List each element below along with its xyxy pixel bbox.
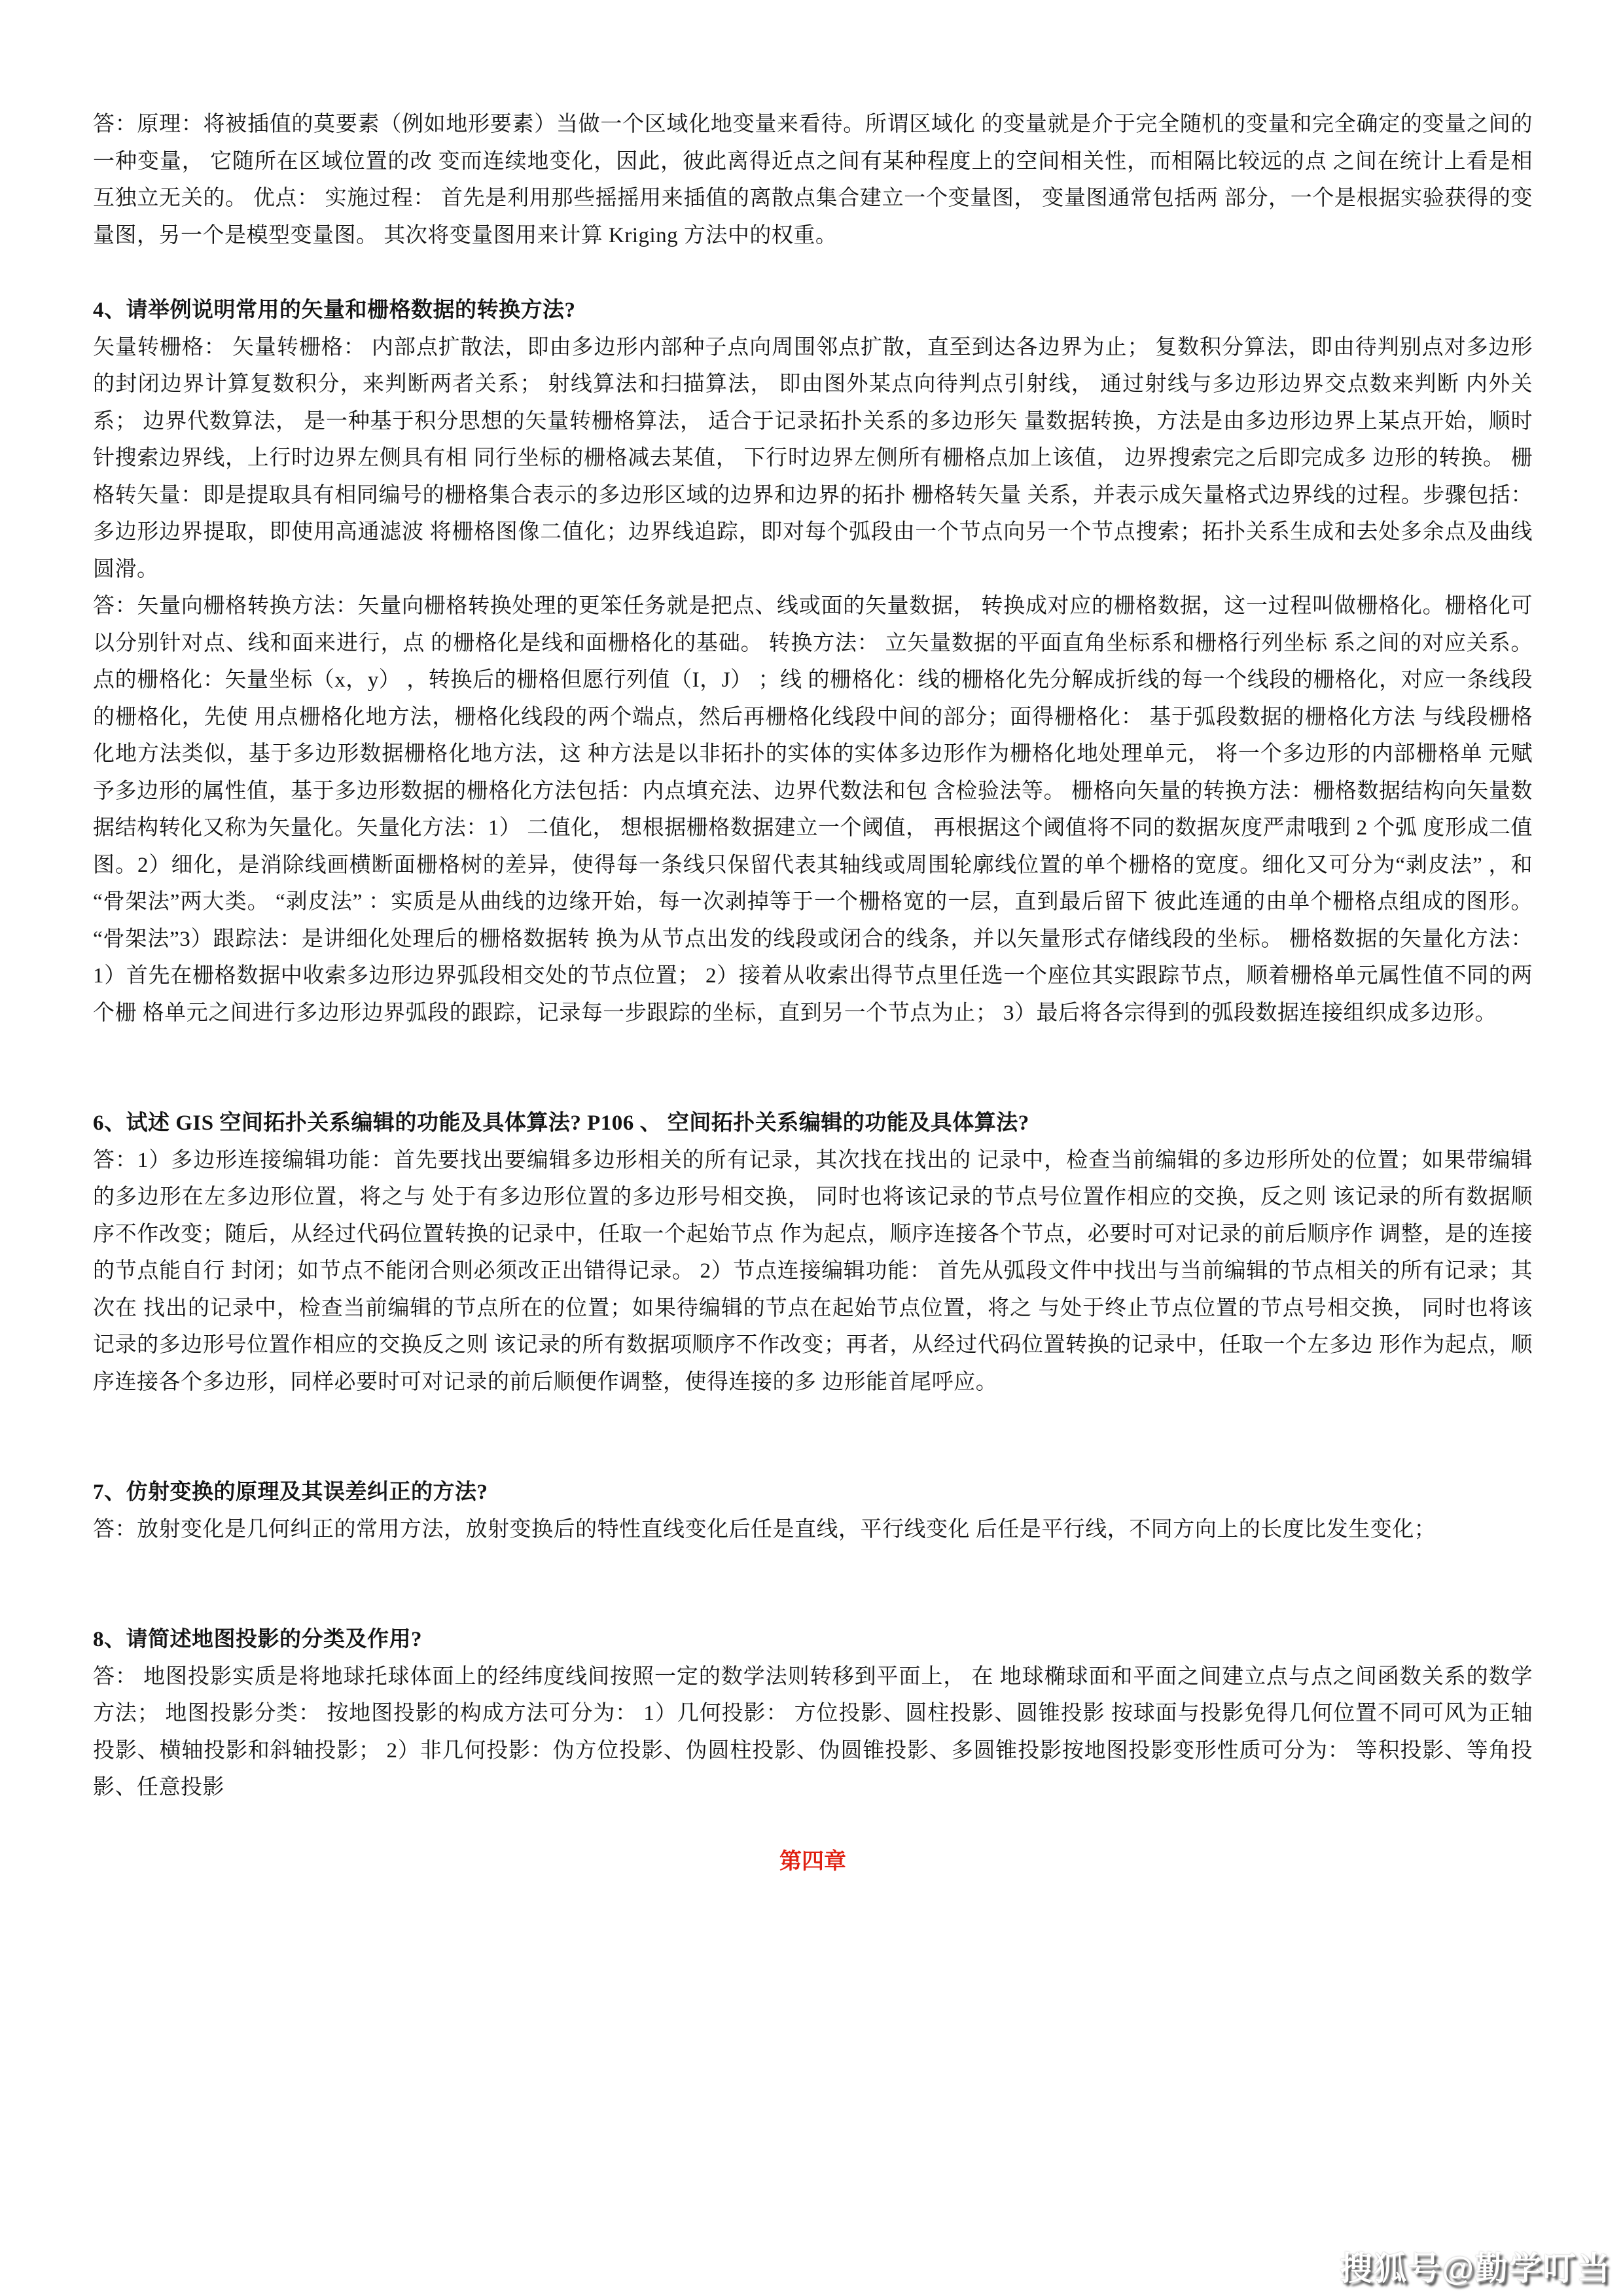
continued-answer-paragraph: 答：原理：将被插值的莫要素（例如地形要素）当做一个区域化地变量来看待。所谓区域化 的变量就是介于完全随机的变量和完全确定的变量之间的一种变量， 它随所在区域位置的改 变而连续地变化，因此，彼此离得近点之间有某种程度上的空间相关性，而相隔比较远的点 之间在统计上看是相互独立无关的。 优点： 实施过程： 首先是利用那些摇摇用来插值的离散点集合建立一个变量图， 变量图通常包括两 部分，一个是根据实验获得的变量图，另一个是模型变量图。 其次将变量图用来计算 Kriging 方法中的权重。 <box>93 113 1533 247</box>
question-4-heading: 4、请举例说明常用的矢量和栅格数据的转换方法? <box>93 298 576 322</box>
question-7-heading: 7、仿射变换的原理及其误差纠正的方法? <box>93 1480 488 1504</box>
document-page <box>93 106 1533 1880</box>
answer-8-projection-paragraph: 答： 地图投影实质是将地球托球体面上的经纬度线间按照一定的数学法则转移到平面上， 在 地球椭球面和平面之间建立点与点之间函数关系的数学方法； 地图投影分类： 按地图投影的构成方法可分为： 1）几何投影： 方位投影、圆柱投影、圆锥投影 按球面与投影免得几何位置不同可风为正轴投影、横轴投影和斜轴投影； 2）非几何投影：伪方位投影、伪圆柱投影、伪圆锥投影、多圆锥投影按地图投影变形性质可分为： 等积投影、等角投影、任意投影 <box>93 1664 1533 1799</box>
question-8-heading: 8、请简述地图投影的分类及作用? <box>93 1628 422 1651</box>
answer-4-vector-raster-paragraph: 矢量转栅格： 矢量转栅格： 内部点扩散法，即由多边形内部种子点向周围邻点扩散，直至到达各边界为止； 复数积分算法，即由待判别点对多边形的封闭边界计算复数积分，来判断两者关系； 射线算法和扫描算法， 即由图外某点向待判点引射线， 通过射线与多边形边界交点数来判断 内外关系； 边界代数算法， 是一种基于积分思想的矢量转栅格算法， 适合于记录拓扑关系的多边形矢 量数据转换，方法是由多边形边界上某点开始，顺时针搜索边界线，上行时边界左侧具有相 同行坐标的栅格减去某值， 下行时边界左侧所有栅格点加上该值， 边界搜索完之后即完成多 边形的转换。 栅格转矢量：即是提取具有相同编号的栅格集合表示的多边形区域的边界和边界的拓扑 栅格转矢量 关系，并表示成矢量格式边界线的过程。步骤包括：多边形边界提取，即使用高通滤波 将栅格图像二值化；边界线追踪，即对每个弧段由一个节点向另一个节点搜索；拓扑关系生成和去处多余点及曲线圆滑。 <box>93 335 1533 581</box>
answer-4-rasterization-paragraph: 答：矢量向栅格转换方法：矢量向栅格转换处理的更笨任务就是把点、线或面的矢量数据， 转换成对应的栅格数据，这一过程叫做栅格化。栅格化可以分别针对点、线和面来进行，点 的栅格化是线和面栅格化的基础。 转换方法： 立矢量数据的平面直角坐标系和栅格行列坐标 系之间的对应关系。点的栅格化：矢量坐标（x，y） ，转换后的栅格但愿行列值（I，J） ；线 的栅格化：线的栅格化先分解成折线的每一个线段的栅格化，对应一条线段的栅格化，先使 用点栅格化地方法，栅格化线段的两个端点，然后再栅格化线段中间的部分；面得栅格化： 基于弧段数据的栅格化方法 与线段栅格化地方法类似，基于多边形数据栅格化地方法，这 种方法是以非拓扑的实体的实体多边形作为栅格化地处理单元， 将一个多边形的内部栅格单 元赋予多边形的属性值，基于多边形数据的栅格化方法包括：内点填充法、边界代数法和包 含检验法等。 栅格向矢量的转换方法：栅格数据结构向矢量数据结构转化又称为矢量化。矢量化方法：1） 二值化， 想根据栅格数据建立一个阈值， 再根据这个阈值将不同的数据灰度严肃哦到 2 个弧 度形成二值图。2）细化，是消除线画横断面栅格树的差异，使得每一条线只保留代表其轴线或周围轮廓线位置的单个栅格的宽度。细化又可分为“剥皮法” ，和“骨架法”两大类。 “剥皮法” ：实质是从曲线的边缘开始，每一次剥掉等于一个栅格宽的一层，直到最后留下 彼此连通的由单个栅格点组成的图形。 “骨架法”3）跟踪法：是讲细化处理后的栅格数据转 换为从节点出发的线段或闭合的线条，并以矢量形式存储线段的坐标。 栅格数据的矢量化方法：1）首先在栅格数据中收索多边形边界弧段相交处的节点位置； 2）接着从收索出得节点里任选一个座位其实跟踪节点，顺着栅格单元属性值不同的两个栅 格单元之间进行多边形边界弧段的跟踪，记录每一步跟踪的坐标，直到另一个节点为止； 3）最后将各宗得到的弧段数据连接组织成多边形。 <box>93 594 1533 1025</box>
question-6-heading: 6、试述 GIS 空间拓扑关系编辑的功能及具体算法? P106 、 空间拓扑关系编辑的功能及具体算法? <box>93 1111 1029 1135</box>
answer-7-affine-paragraph: 答：放射变化是几何纠正的常用方法，放射变换后的特性直线变化后任是直线，平行线变化 后任是平行线，不同方向上的长度比发生变化； <box>93 1517 1436 1541</box>
answer-6-topology-paragraph: 答：1）多边形连接编辑功能：首先要找出要编辑多边形相关的所有记录，其次找在找出的 记录中，检查当前编辑的多边形所处的位置；如果带编辑的多边形在左多边形位置，将之与 处于有多边形位置的多边形号相交换， 同时也将该记录的节点号位置作相应的交换，反之则 该记录的所有数据顺序不作改变；随后，从经过代码位置转换的记录中，任取一个起始节点 作为起点，顺序连接各个节点，必要时可对记录的前后顺序作 调整，是的连接的节点能自行 封闭；如节点不能闭合则必须改正出错得记录。 2）节点连接编辑功能： 首先从弧段文件中找出与当前编辑的节点相关的所有记录；其次在 找出的记录中，检查当前编辑的节点所在的位置；如果待编辑的节点在起始节点位置，将之 与处于终止节点位置的节点号相交换， 同时也将该记录的多边形号位置作相应的交换反之则 该记录的所有数据项顺序不作改变；再者，从经过代码位置转换的记录中，任取一个左多边 形作为起点，顺序连接各个多边形，同样必要时可对记录的前后顺便作调整，使得连接的多 边形能首尾呼应。 <box>93 1148 1533 1394</box>
chapter-4-title: 第四章 <box>779 1849 846 1874</box>
sohu-watermark: 搜狐号@勤学叮当 <box>1340 2250 1611 2287</box>
